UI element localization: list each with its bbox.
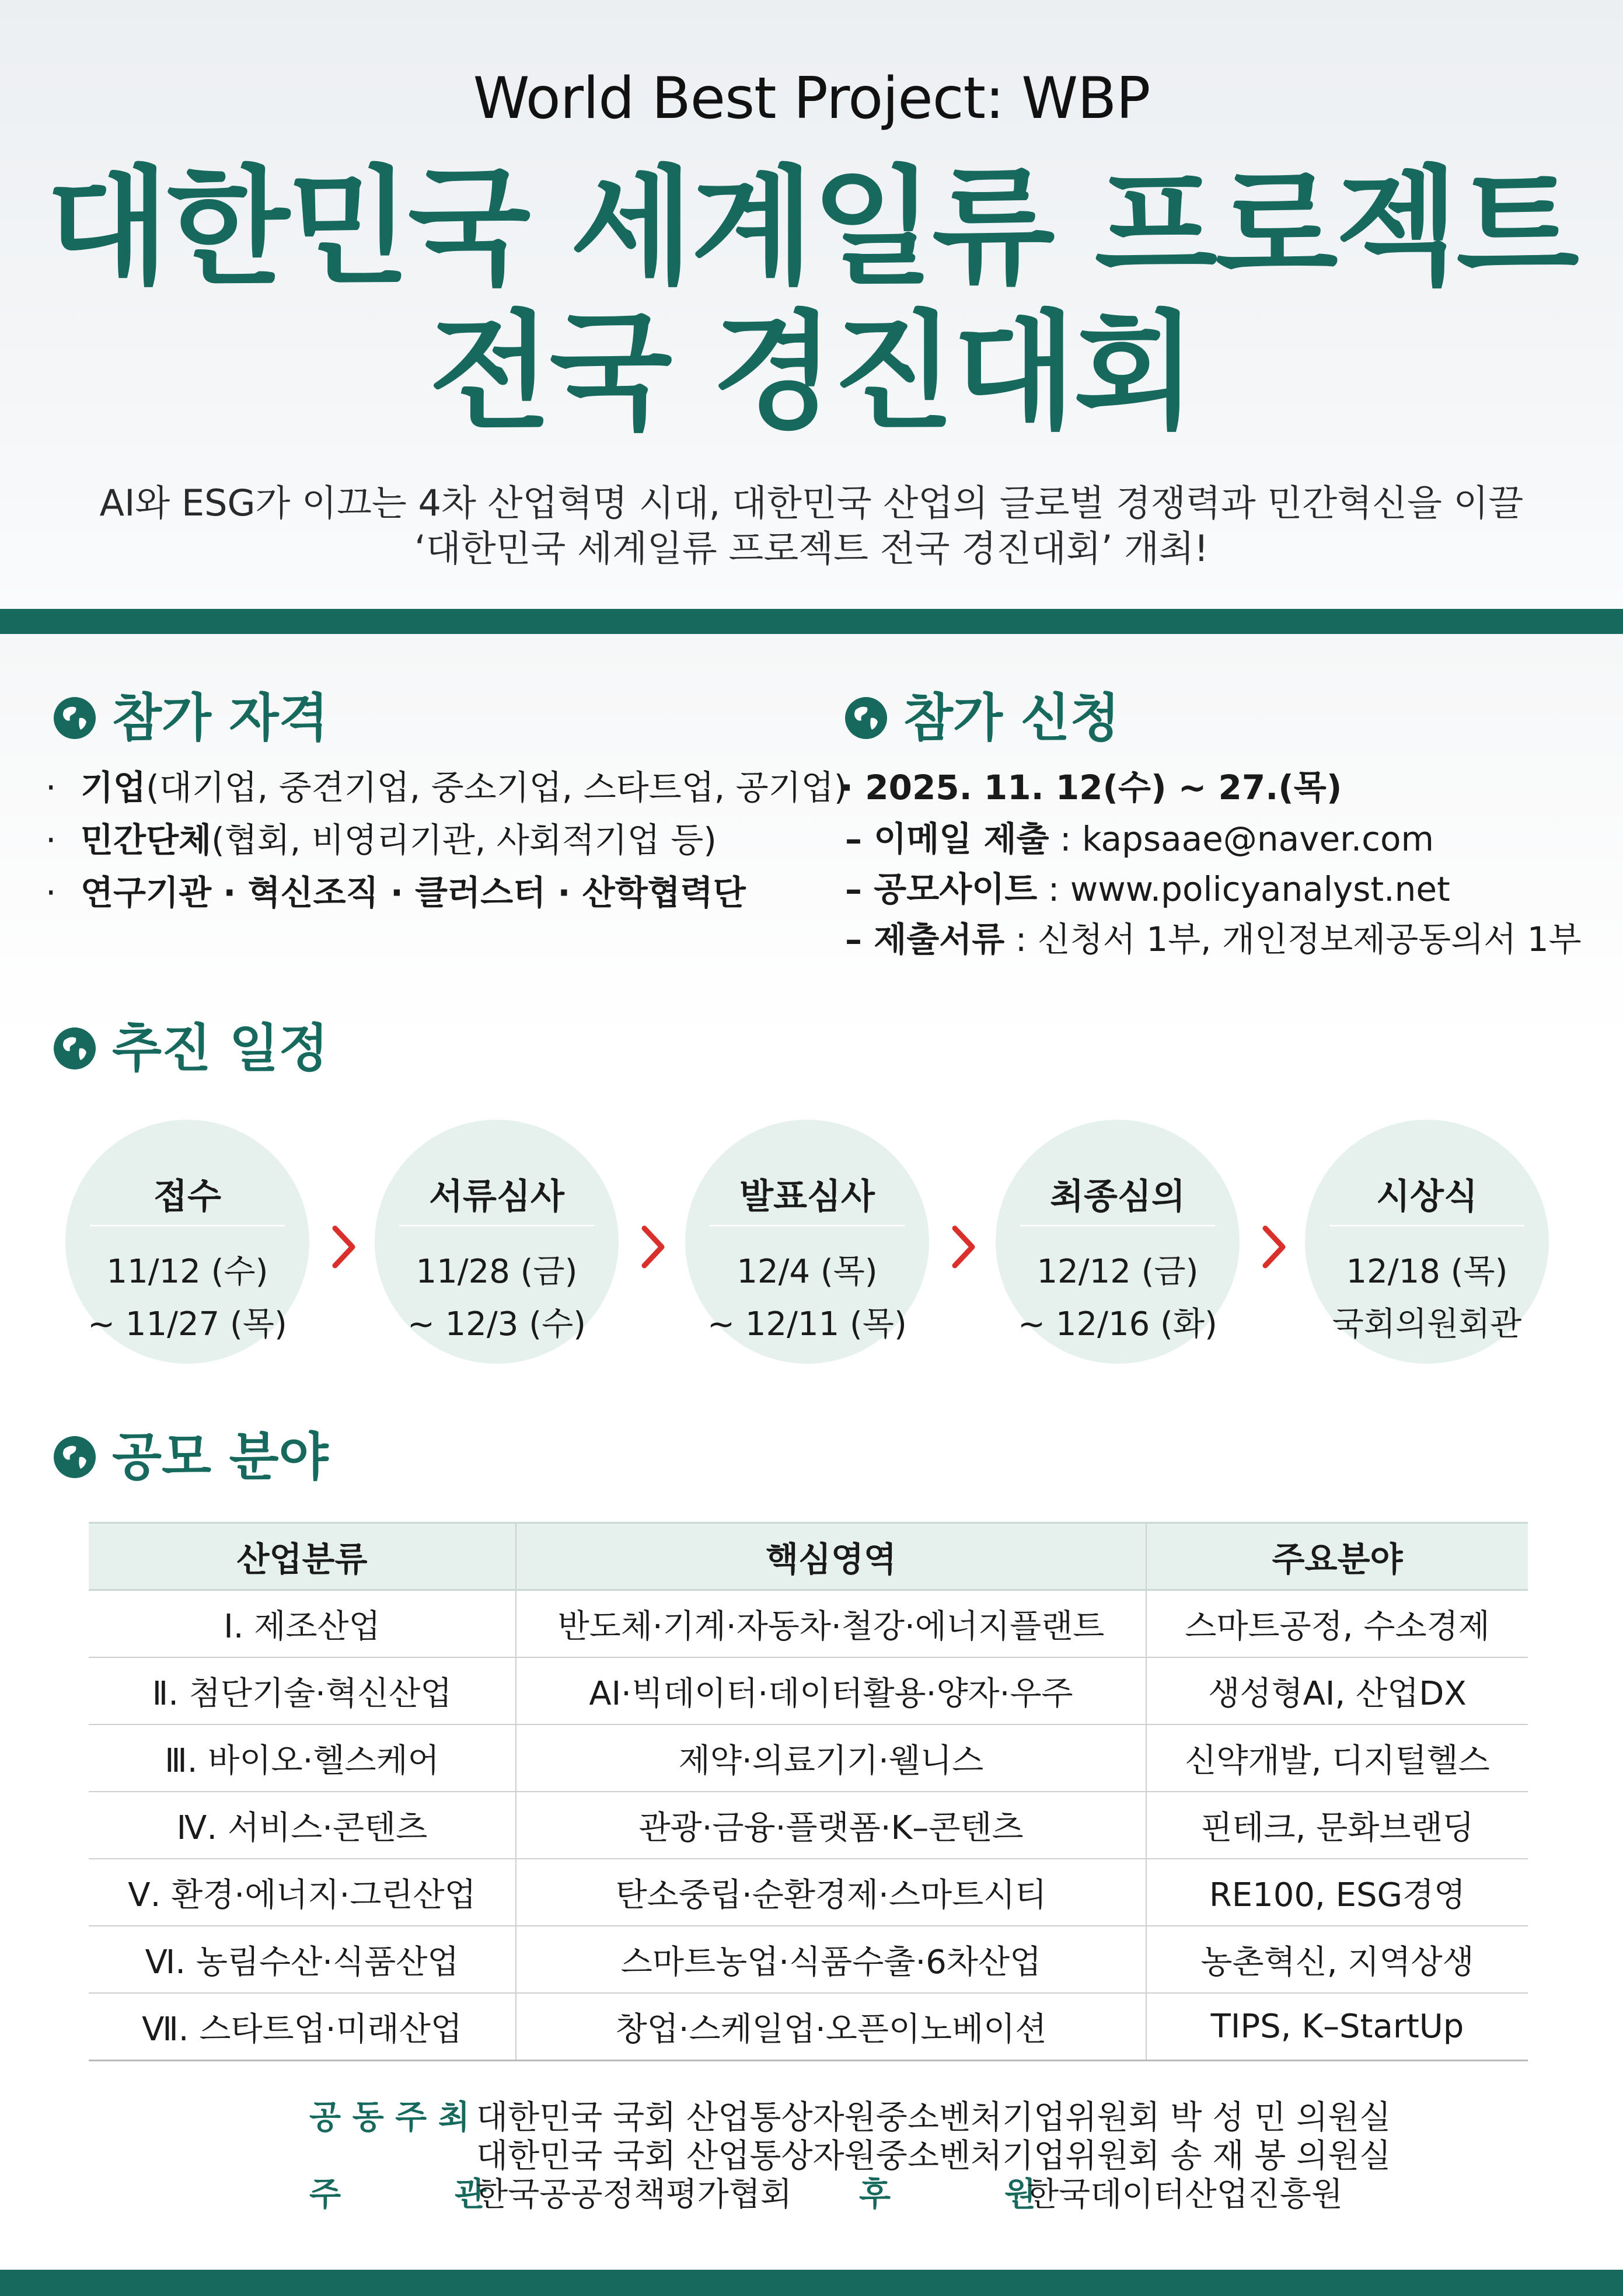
stage-divider [399, 1225, 594, 1227]
application-documents [845, 919, 1582, 959]
fields-table [89, 1522, 1528, 2061]
application-period: · 2025. 11. 12(수) ~ 27.(목) [840, 768, 1342, 807]
email-link[interactable]: : kapsaae@naver.com [1049, 819, 1434, 859]
main-field-cell: 생성형AI, 산업DX [1146, 1657, 1528, 1724]
application-item-rest: : 신청서 1부, 개인정보제공동의서 1부 [1004, 919, 1582, 959]
schedule-stage-2 [375, 1120, 619, 1364]
main-title-line2: 전국 경진대회 [428, 299, 1195, 447]
column-header: 산업분류 [89, 1523, 516, 1590]
globe-icon [845, 697, 887, 739]
table-row [89, 1657, 1528, 1724]
stage-date-start: 11/12 (수) [106, 1253, 268, 1291]
core-area-cell: 스마트농업·식품수출·6차산업 [516, 1926, 1146, 1993]
schedule-stage-4 [996, 1120, 1240, 1364]
industry-cell: Ⅲ. 바이오·헬스케어 [89, 1724, 516, 1792]
main-field-cell: 핀테크, 문화브랜딩 [1146, 1792, 1528, 1859]
schedule-stage-3 [685, 1120, 929, 1364]
industry-cell: Ⅱ. 첨단기술·혁신산업 [89, 1657, 516, 1724]
stage-date-start: 12/18 (목) [1346, 1253, 1508, 1291]
core-area-cell: 제약·의료기기·웰니스 [516, 1724, 1146, 1792]
eligibility-item-bold: 기업 [81, 768, 146, 807]
table-row [89, 1859, 1528, 1926]
schedule-stage-1 [65, 1120, 309, 1364]
core-area-cell: 관광·금융·플랫폼·K–콘텐츠 [516, 1792, 1146, 1859]
application-site [845, 869, 1450, 909]
table-header-row [89, 1523, 1528, 1590]
eligibility-item: · 연구기관 · 혁신조직 · 클러스터 · 산학협력단 [46, 873, 746, 912]
intro-line2: ‘대한민국 세계일류 프로젝트 전국 경진대회’ 개최! [414, 527, 1209, 570]
eligibility-item-rest: (대기업, 중견기업, 중소기업, 스타트업, 공기업) [146, 768, 847, 807]
table-row [89, 1792, 1528, 1859]
chevron-right-icon [640, 1225, 666, 1269]
stage-date-start: 12/4 (목) [737, 1253, 878, 1291]
core-area-cell: 창업·스케일업·오픈이노베이션 [516, 1993, 1146, 2061]
sponsor-name: 한국데이터산업진흥원 [1027, 2176, 1343, 2214]
stage-venue: 국회의원회관 [1332, 1305, 1522, 1343]
table-row [89, 1590, 1528, 1658]
industry-cell: Ⅶ. 스타트업·미래산업 [89, 1993, 516, 2061]
stage-date-start: 12/12 (금) [1036, 1253, 1199, 1291]
table-row [89, 1926, 1528, 1993]
stage-name: 발표심사 [739, 1176, 875, 1217]
stage-name: 최종심의 [1050, 1176, 1185, 1217]
eligibility-item: · 민간단체(협회, 비영리기관, 사회적기업 등) [46, 820, 717, 860]
cohost-label: 공 동 주 최 [309, 2099, 470, 2137]
host-name: 한국공공정책평가협회 [476, 2176, 792, 2214]
chevron-right-icon [1261, 1225, 1287, 1269]
cohost-1: 대한민국 국회 산업통상자원중소벤처기업위원회 박 성 민 의원실 [476, 2099, 1391, 2137]
application-title-text: 참가 신청 [903, 688, 1120, 748]
subtitle-english: World Best Project: WBP [473, 65, 1150, 132]
industry-cell: Ⅵ. 농림수산·식품산업 [89, 1926, 516, 1993]
eligibility-item: · 기업(대기업, 중견기업, 중소기업, 스타트업, 공기업) [46, 768, 847, 807]
header-divider-band [0, 609, 1623, 634]
column-header: 주요분야 [1146, 1523, 1528, 1590]
intro-line1: AI와 ESG가 이끄는 4차 산업혁명 시대, 대한민국 산업의 글로벌 경쟁력과 민간혁신을 이끌 [99, 482, 1524, 524]
industry-cell: Ⅳ. 서비스·콘텐츠 [89, 1792, 516, 1859]
chevron-right-icon [330, 1225, 357, 1269]
stage-date-start: 11/28 (금) [416, 1253, 578, 1291]
eligibility-item-bold: 민간단체 [81, 820, 212, 860]
main-field-cell: 신약개발, 디지털헬스 [1146, 1724, 1528, 1792]
main-field-cell: RE100, ESG경영 [1146, 1859, 1528, 1926]
main-field-cell: TIPS, K–StartUp [1146, 1993, 1528, 2061]
core-area-cell: 반도체·기계·자동차·철강·에너지플랜트 [516, 1590, 1146, 1658]
stage-name: 접수 [153, 1176, 221, 1217]
fields-title-text: 공모 분야 [112, 1427, 329, 1487]
stage-date-end: ~ 11/27 (목) [88, 1305, 287, 1343]
globe-icon [54, 1027, 96, 1069]
footer-band [0, 2270, 1623, 2296]
cohost-2: 대한민국 국회 산업통상자원중소벤처기업위원회 송 재 봉 의원실 [476, 2137, 1391, 2175]
column-header: 핵심영역 [516, 1523, 1146, 1590]
eligibility-item-rest: (협회, 비영리기관, 사회적기업 등) [211, 820, 717, 860]
table-row [89, 1993, 1528, 2061]
application-section-title [845, 688, 1120, 748]
core-area-cell: AI·빅데이터·데이터활용·양자·우주 [516, 1657, 1146, 1724]
main-field-cell: 농촌혁신, 지역상생 [1146, 1926, 1528, 1993]
globe-icon [54, 1436, 96, 1478]
chevron-right-icon [950, 1225, 977, 1269]
application-item-bold: – 공모사이트 [845, 869, 1038, 909]
main-field-cell: 스마트공정, 수소경제 [1146, 1590, 1528, 1658]
core-area-cell: 탄소중립·순환경제·스마트시티 [516, 1859, 1146, 1926]
stage-date-end: ~ 12/16 (화) [1018, 1305, 1217, 1343]
application-item-bold: – 제출서류 [845, 919, 1005, 959]
stage-date-end: ~ 12/11 (목) [707, 1305, 907, 1343]
main-title-line1: 대한민국 세계일류 프로젝트 [46, 154, 1577, 302]
industry-cell: Ⅴ. 환경·에너지·그린산업 [89, 1859, 516, 1926]
stage-divider [1020, 1225, 1215, 1227]
stage-name: 시상식 [1376, 1176, 1478, 1217]
stage-divider [1329, 1225, 1524, 1227]
stage-date-end: ~ 12/3 (수) [407, 1305, 587, 1343]
industry-cell: Ⅰ. 제조산업 [89, 1590, 516, 1658]
site-link[interactable]: : www.policyanalyst.net [1037, 869, 1450, 909]
schedule-title-text: 추진 일정 [112, 1018, 329, 1078]
table-row [89, 1724, 1528, 1792]
eligibility-item-bold: 연구기관 · 혁신조직 · 클러스터 · 산학협력단 [81, 873, 746, 912]
schedule-section-title [54, 1018, 329, 1078]
stage-divider [710, 1225, 905, 1227]
application-item-bold: – 이메일 제출 [845, 819, 1049, 859]
application-email [845, 819, 1434, 859]
sponsor-label: 후 원 [859, 2176, 1036, 2214]
cohost-row-1 [309, 2099, 470, 2137]
eligibility-section-title [54, 688, 329, 748]
stage-name: 서류심사 [429, 1176, 564, 1217]
host-label: 주 관 [309, 2176, 487, 2214]
schedule-stage-5 [1305, 1120, 1549, 1364]
stage-divider [90, 1225, 285, 1227]
globe-icon [54, 697, 96, 739]
fields-section-title [54, 1427, 329, 1487]
eligibility-title-text: 참가 자격 [112, 688, 329, 748]
